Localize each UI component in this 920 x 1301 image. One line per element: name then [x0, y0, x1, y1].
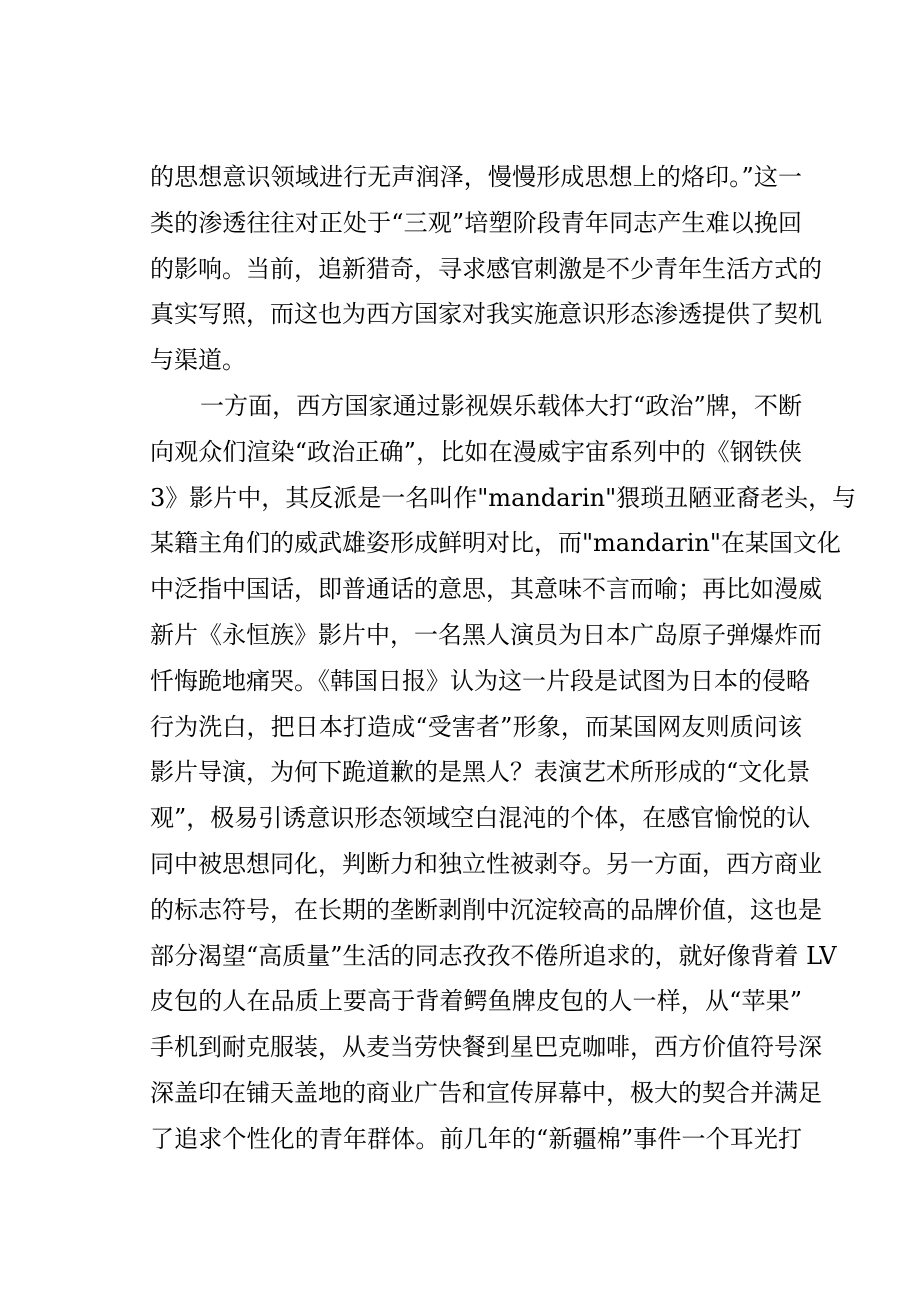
text-line: 同中被思想同化，判断力和独立性被剥夺。另一方面，西方商业	[150, 849, 822, 878]
text-line: 部分渴望“高质量”生活的同志孜孜不倦所追求的，就好像背着 LV	[150, 941, 837, 970]
text-line: 皮包的人在品质上要高于背着鳄鱼牌皮包的人一样，从“苹果”	[150, 987, 802, 1016]
text-line: 的影响。当前，追新猎奇，寻求感官刺激是不少青年生活方式的	[150, 254, 822, 283]
text-line: 与渠道。	[150, 346, 246, 375]
text-line: 深盖印在铺天盖地的商业广告和宣传屏幕中，极大的契合并满足	[150, 1078, 822, 1107]
text-line: 观”，极易引诱意识形态领域空白混沌的个体，在感官愉悦的认	[150, 804, 811, 833]
text-line: 忏悔跪地痛哭。《韩国日报》认为这一片段是试图为日本的侵略	[150, 666, 810, 695]
text-line: 新片《永恒族》影片中，一名黑人演员为日本广岛原子弹爆炸而	[150, 620, 822, 649]
text-line: 向观众们渲染“政治正确”，比如在漫威宇宙系列中的《钢铁侠	[150, 437, 802, 466]
text-line: 真实写照，而这也为西方国家对我实施意识形态渗透提供了契机	[150, 300, 822, 329]
text-line: 影片导演，为何下跪道歉的是黑人？表演艺术所形成的“文化景	[150, 758, 811, 787]
text-line: 行为洗白，把日本打造成“受害者”形象，而某国网友则质问该	[150, 712, 802, 741]
text-line: 的标志符号，在长期的垄断剥削中沉淀较高的品牌价值，这也是	[150, 895, 822, 924]
text-line: 了追求个性化的青年群体。前几年的“新疆棉”事件一个耳光打	[150, 1124, 802, 1153]
text-line: 中泛指中国话，即普通话的意思，其意味不言而喻；再比如漫威	[150, 575, 822, 604]
text-line: 某籍主角们的威武雄姿形成鲜明对比，而"mandarin"在某国文化	[150, 529, 841, 558]
body-text	[150, 155, 857, 1163]
text-line: 3》影片中，其反派是一名叫作"mandarin"猥琐丑陋亚裔老头，与	[150, 483, 857, 512]
text-line: 手机到耐克服装，从麦当劳快餐到星巴克咖啡，西方价值符号深	[150, 1033, 822, 1062]
paragraph-first-line: 一方面，西方国家通过影视娱乐载体大打“政治”牌，不断	[200, 391, 802, 420]
text-line: 的思想意识领域进行无声润泽，慢慢形成思想上的烙印。”这一	[150, 163, 802, 191]
text-line: 类的渗透往往对正处于“三观”培塑阶段青年同志产生难以挽回	[150, 208, 802, 237]
